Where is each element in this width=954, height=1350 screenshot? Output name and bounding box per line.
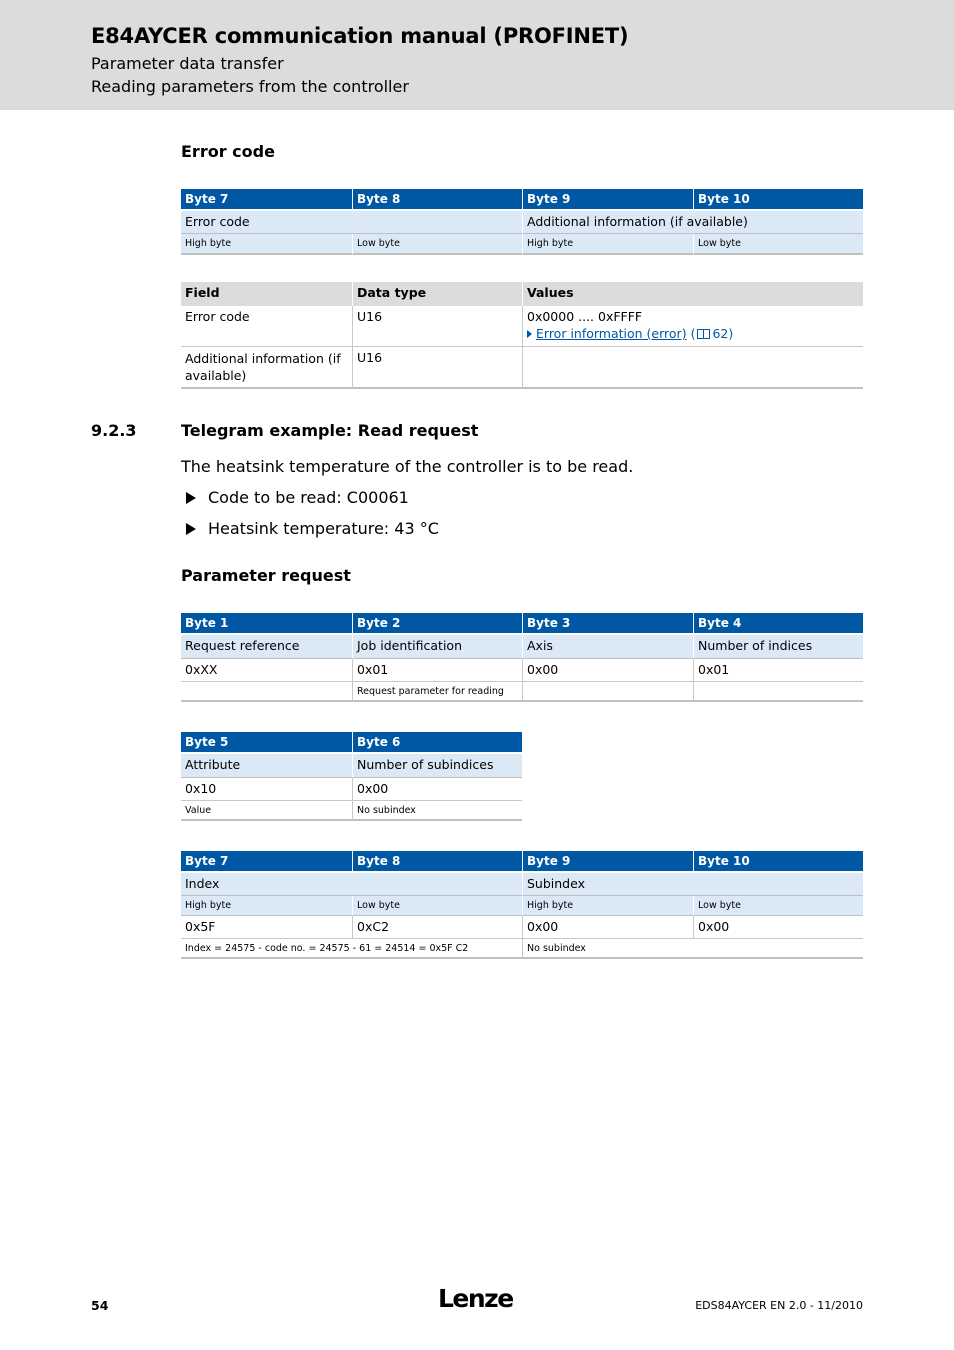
table-cell: Low byte xyxy=(352,896,522,916)
field-cell: Error code xyxy=(181,306,352,347)
table-header-cell: Byte 8 xyxy=(352,851,522,873)
table-row xyxy=(181,754,522,778)
table-cell: Subindex xyxy=(522,873,863,896)
section-number: 9.2.3 xyxy=(91,421,137,440)
table-cell: Additional information (if available) xyxy=(522,211,863,234)
link-arrow-icon xyxy=(527,330,532,338)
values-cell xyxy=(522,306,863,347)
table-cell: Number of subindices xyxy=(352,754,522,778)
table-row xyxy=(181,234,863,255)
table-header-cell: Byte 1 xyxy=(181,613,352,635)
table-row xyxy=(181,801,522,821)
table-header-cell: Values xyxy=(522,282,863,306)
table-cell: High byte xyxy=(181,234,352,255)
error-code-field-table xyxy=(181,282,863,389)
parameter-request-table-2 xyxy=(181,732,522,821)
error-information-link[interactable]: Error information (error) xyxy=(536,326,687,341)
table-row xyxy=(181,939,863,959)
parameter-request-heading: Parameter request xyxy=(181,566,351,585)
table-cell: Index xyxy=(181,873,522,896)
table-header-cell: Byte 2 xyxy=(352,613,522,635)
bullet-text: Heatsink temperature: 43 °C xyxy=(208,519,439,538)
bullet-text: Code to be read: C00061 xyxy=(208,488,409,507)
chapter-title: Parameter data transfer xyxy=(91,54,284,73)
table-row xyxy=(181,682,863,702)
table-cell: 0x00 xyxy=(693,916,863,939)
bullet-triangle-icon xyxy=(186,523,196,535)
parameter-request-table-3 xyxy=(181,851,863,959)
section-title: Reading parameters from the controller xyxy=(91,77,409,96)
table-cell: 0x01 xyxy=(693,659,863,682)
table-cell: Low byte xyxy=(352,234,522,255)
table-row xyxy=(181,211,863,234)
page-ref-open: ( xyxy=(690,326,696,341)
table-cell: Request parameter for reading xyxy=(352,682,522,702)
table-row xyxy=(181,635,863,659)
section-heading: Telegram example: Read request xyxy=(181,421,479,440)
table-cell: Error code xyxy=(181,211,522,234)
bullet-item xyxy=(186,519,439,538)
table-header-cell: Byte 7 xyxy=(181,189,352,211)
page-ref-number[interactable]: 62 xyxy=(712,326,729,341)
table-cell: Index = 24575 - code no. = 24575 - 61 = 24514 = 0x5F C2 xyxy=(181,939,522,959)
lenze-logo: Lenze xyxy=(438,1284,513,1313)
values-cell xyxy=(522,347,863,389)
table-header-cell: Byte 9 xyxy=(522,189,693,211)
parameter-request-table-1 xyxy=(181,613,863,702)
error-code-byte-table xyxy=(181,189,863,255)
document-title: E84AYCER communication manual (PROFINET) xyxy=(91,24,629,48)
table-header-cell: Byte 10 xyxy=(693,851,863,873)
table-cell: 0x10 xyxy=(181,778,352,801)
table-cell: Number of indices xyxy=(693,635,863,659)
table-header-row xyxy=(181,613,863,635)
table-header-row xyxy=(181,282,863,306)
table-cell: 0xXX xyxy=(181,659,352,682)
type-cell: U16 xyxy=(352,306,522,347)
table-cell: Low byte xyxy=(693,896,863,916)
table-header-cell: Byte 3 xyxy=(522,613,693,635)
cross-reference xyxy=(527,326,859,341)
table-cell: 0x00 xyxy=(522,916,693,939)
bullet-item xyxy=(186,488,409,507)
table-row xyxy=(181,778,522,801)
table-cell: Axis xyxy=(522,635,693,659)
page-ref-close: ) xyxy=(728,326,734,341)
table-cell: 0x00 xyxy=(352,778,522,801)
table-cell: 0x00 xyxy=(522,659,693,682)
table-cell: High byte xyxy=(522,234,693,255)
table-cell xyxy=(693,682,863,702)
value-range: 0x0000 .... 0xFFFF xyxy=(527,309,643,324)
table-header-row xyxy=(181,189,863,211)
table-header-cell: Byte 5 xyxy=(181,732,352,754)
table-header-cell: Byte 9 xyxy=(522,851,693,873)
table-header-row xyxy=(181,851,863,873)
table-header-cell: Data type xyxy=(352,282,522,306)
field-cell: Additional information (if available) xyxy=(181,347,352,389)
table-row xyxy=(181,916,863,939)
table-header-cell: Byte 6 xyxy=(352,732,522,754)
table-cell: High byte xyxy=(181,896,352,916)
book-icon xyxy=(697,329,710,339)
table-cell xyxy=(181,682,352,702)
table-header-cell: Byte 4 xyxy=(693,613,863,635)
table-header-row xyxy=(181,732,522,754)
table-header-cell: Byte 8 xyxy=(352,189,522,211)
table-cell: No subindex xyxy=(522,939,863,959)
table-cell: Job identification xyxy=(352,635,522,659)
table-row xyxy=(181,873,863,896)
table-row xyxy=(181,896,863,916)
table-header-cell: Byte 10 xyxy=(693,189,863,211)
error-code-heading: Error code xyxy=(181,142,275,161)
table-cell: Attribute xyxy=(181,754,352,778)
table-cell: 0x5F xyxy=(181,916,352,939)
table-cell: Low byte xyxy=(693,234,863,255)
table-row xyxy=(181,306,863,347)
table-header-cell: Field xyxy=(181,282,352,306)
table-cell: Value xyxy=(181,801,352,821)
table-cell xyxy=(522,682,693,702)
bullet-triangle-icon xyxy=(186,492,196,504)
page-number: 54 xyxy=(91,1298,109,1313)
table-row xyxy=(181,347,863,389)
intro-text: The heatsink temperature of the controller is to be read. xyxy=(181,457,634,476)
type-cell: U16 xyxy=(352,347,522,389)
table-cell: 0x01 xyxy=(352,659,522,682)
table-cell: No subindex xyxy=(352,801,522,821)
table-cell: 0xC2 xyxy=(352,916,522,939)
table-cell: High byte xyxy=(522,896,693,916)
table-row xyxy=(181,659,863,682)
table-header-cell: Byte 7 xyxy=(181,851,352,873)
document-reference: EDS84AYCER EN 2.0 - 11/2010 xyxy=(695,1299,863,1312)
table-cell: Request reference xyxy=(181,635,352,659)
